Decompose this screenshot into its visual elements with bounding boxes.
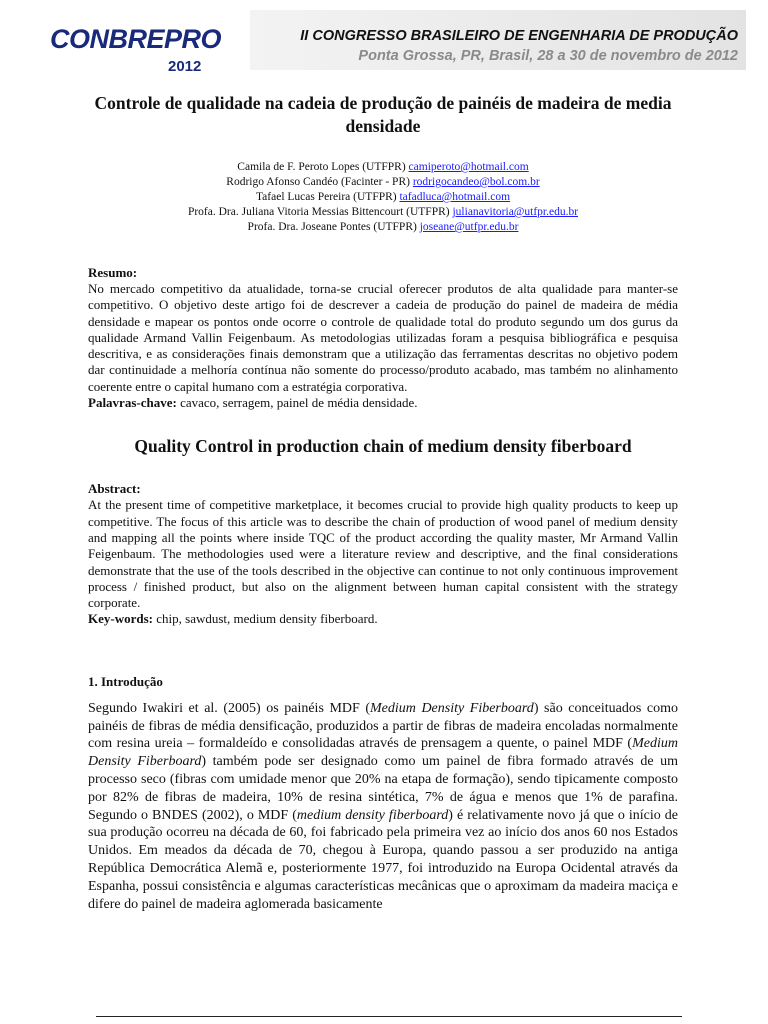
logo-text: CONBREPRO [50, 24, 222, 54]
logo-year: 2012 [168, 58, 202, 75]
intro-italic-2: Medium Density Fiberboard [88, 736, 678, 770]
author-line [88, 160, 678, 175]
conference-place: Ponta Grossa, PR, Brasil, 28 a 30 de novembro de 2012 [358, 48, 738, 64]
author-line [88, 205, 678, 220]
abstract-text: At the present time of competitive marketplace, it becomes crucial to provide high quality products to keep up competitive. The focus of this article was to describe the chain of production of wood panel of medium density and mapping all the points where inside TQC of the product according the quality master, Mr Armand Vallin Feigenbaum. The methodologies used were a literature review and descriptive, and the final considerations demonstrate that the use of the tools described in the objective can continue to not only continuous improvement process / finished product, but also on the alignment between human capital consistent with the strategy corporate. [88, 497, 678, 611]
resumo-text: No mercado competitivo da atualidade, torna-se crucial oferecer produtos de alta qualidade para manter-se competitivo. O objetivo deste artigo foi de descrever a cadeia de produção do painel de madeira de média densidade e mapear os pontos onde ocorre o controle de qualidade total do produto segundo um dos gurus da qualidade Armand Vallin Feigenbaum. As metodologias utilizadas foram a pesquisa bibliográfica e pesquisa descritiva, e as considerações finais demonstram que a utilização das ferramentas descritas no objetivo podem dar continuidade a melhoría contínua não somente do processo/produto acabado, mas também no alinhamento coerente entre o capital humano com a estratégia corporativa. [88, 281, 678, 394]
intro-heading: 1. Introdução [88, 673, 163, 689]
author-line [88, 220, 678, 235]
author-email[interactable]: joseane@utfpr.edu.br [419, 221, 519, 233]
paper-content [88, 92, 678, 913]
abstract-section [88, 481, 678, 627]
intro-text-4: ) é relativamente novo já que o início de sua produção ocorreu na década de 60, foi fabricado pela primeira vez ao início dos anos 60 nos Estados Unidos. Em meados da década de 70, chegou à Europa, quando passou a ser produzido na antiga República Democrática Alemã e, posteriormente 1977, foi introduzido na Europa Ocidental através da Espanha, possui consistência e algumas características mecânicas que o aproximam da madeira maciça e difere do painel de madeira aglomerada basicamente [88, 807, 678, 912]
author-line [88, 190, 678, 205]
author-list [88, 160, 678, 235]
abstract-label: Abstract: [88, 481, 141, 497]
author-email[interactable]: camiperoto@hotmail.com [408, 161, 529, 173]
page-header [0, 0, 768, 86]
footer-divider [96, 1016, 682, 1017]
author-email[interactable]: tafadluca@hotmail.com [399, 191, 511, 203]
intro-text-1: Segundo Iwakiri et al. (2005) os painéis MDF ( [88, 700, 371, 716]
intro-text-3: ) também pode ser designado como um painel de fibra formado através de um processo seco (fibras com umidade menor que 20% na etapa de formação), sendo tipicamente composto por 82% de fibras de madeira, 10% de resina sintética, 7% de água e menos que 1% de parafina. Segundo o BNDES (2002), o MDF ( [88, 754, 678, 823]
author-name: Tafael Lucas Pereira (UTFPR) [255, 191, 397, 203]
resumo-keywords [88, 395, 678, 411]
author-name: Profa. Dra. Joseane Pontes (UTFPR) [247, 221, 417, 233]
author-name: Rodrigo Afonso Candéo (Facinter - PR) [226, 176, 410, 188]
keywords-text: chip, sawdust, medium density fiberboard. [153, 611, 378, 627]
intro-italic-1: Medium Density Fiberboard [370, 700, 534, 716]
conbrepro-logo [50, 24, 240, 78]
keywords-label: Key-words: [88, 611, 153, 627]
keywords-label: Palavras-chave: [88, 395, 177, 411]
author-name: Camila de F. Peroto Lopes (UTFPR) [237, 161, 406, 173]
paper-title-en: Quality Control in production chain of medium density fiberboard [134, 436, 632, 457]
author-name: Profa. Dra. Juliana Vitoria Messias Bittencourt (UTFPR) [187, 206, 450, 218]
paper-title-pt: Controle de qualidade na cadeia de produção de painéis de madeira de media densidade [94, 93, 672, 136]
intro-text-2: ) são conceituados como painéis de fibras de média densificação, produzidos a partir de fibras de madeira encoladas normalmente com resina ureia – formaldeído e consolidadas através de prensagem a quente, o painel MDF ( [88, 700, 678, 752]
resumo-label: Resumo: [88, 265, 138, 280]
intro-paragraph [88, 700, 678, 914]
keywords-text: cavaco, serragem, painel de média densidade. [176, 395, 418, 411]
abstract-keywords [88, 611, 678, 627]
author-line [88, 175, 678, 190]
resumo-section [88, 265, 678, 411]
author-email[interactable]: rodrigocandeo@bol.com.br [412, 176, 540, 188]
conference-title: II CONGRESSO BRASILEIRO DE ENGENHARIA DE PRODUÇÃO [300, 28, 738, 44]
intro-italic-3: medium density fiberboard [296, 807, 449, 823]
author-email[interactable]: julianavitoria@utfpr.edu.br [452, 206, 579, 218]
